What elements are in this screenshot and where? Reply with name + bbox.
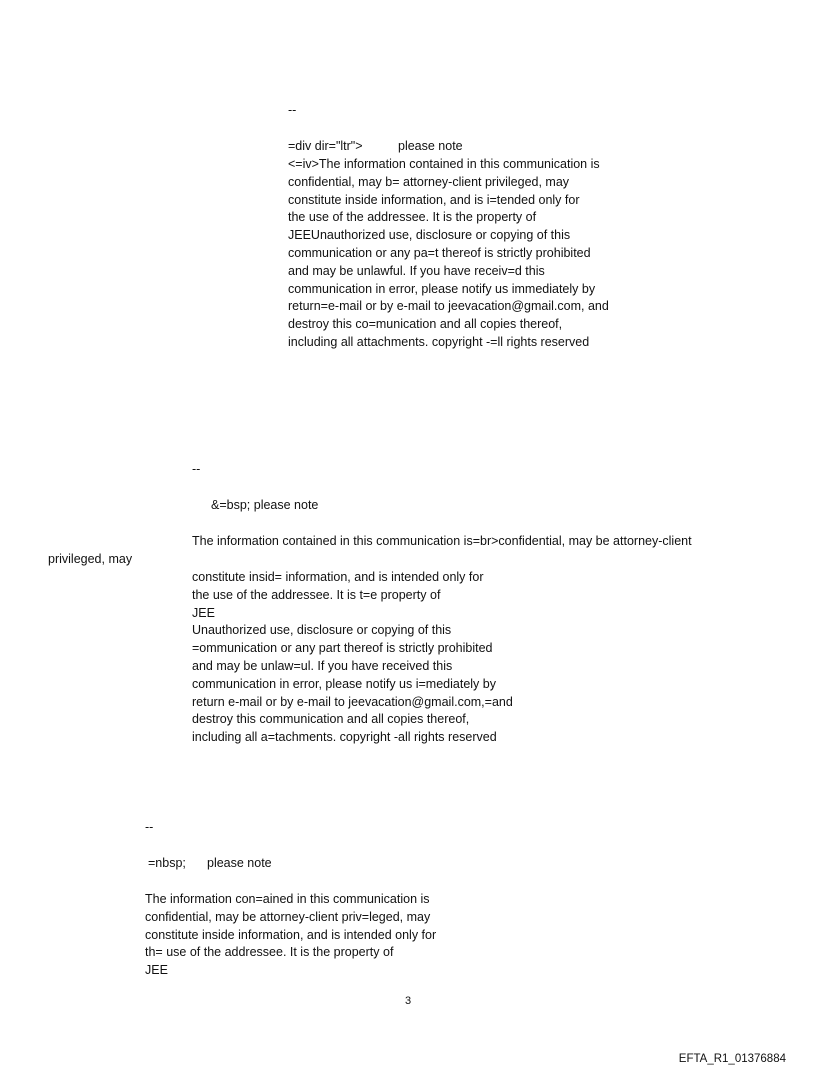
section-2-wrapped-line: privileged, may	[48, 552, 133, 566]
section-2-header: &=bsp; please note	[211, 498, 319, 512]
section-3-line: JEE	[145, 963, 168, 978]
section-2-line: constitute insid= information, and is intended only for	[192, 570, 484, 584]
section-2-line: =ommunication or any part thereof is strictly prohibited	[192, 641, 493, 656]
section-3-body	[145, 891, 436, 980]
section-1-body	[288, 156, 609, 352]
section-2-line: the use of the addressee. It is t=e property of	[192, 587, 441, 602]
section-1-line: communication or any pa=t thereof is strictly prohibited	[288, 245, 591, 260]
section-3-line: constitute inside information, and is intended only for	[145, 927, 437, 942]
document-id: EFTA_R1_01376884	[678, 1053, 786, 1065]
section-3-header-note: please note	[207, 856, 272, 870]
section-1-header-prefix: =div dir="ltr">	[288, 139, 363, 153]
section-2-line: communication in error, please notify us i=mediately by	[192, 676, 496, 691]
section-1-line: <=iv>The information contained in this communication is	[288, 157, 600, 171]
section-1-line: return=e-mail or by e-mail to jeevacation@gmail.com, and	[288, 299, 609, 314]
section-1-line: communication in error, please notify us immediately by	[288, 281, 596, 296]
section-1-line: destroy this co=munication and all copies thereof,	[288, 317, 563, 332]
section-1-header-note: please note	[398, 139, 463, 153]
section-3-line: confidential, may be attorney-client priv=leged, may	[145, 909, 431, 924]
section-1-separator: --	[288, 103, 297, 117]
section-1-line: JEEUnauthorized use, disclosure or copying of this	[288, 228, 571, 243]
section-2-line: return e-mail or by e-mail to jeevacation@gmail.com,=and	[192, 694, 513, 709]
section-1-line: confidential, may b= attorney-client privileged, may	[288, 174, 570, 189]
section-2-body	[192, 569, 513, 747]
section-2-first-line: The information contained in this communication is=br>confidential, may be attorney-client	[192, 534, 692, 548]
section-1-line: the use of the addressee. It is the property of	[288, 210, 537, 225]
section-2-line: Unauthorized use, disclosure or copying of this	[192, 623, 452, 638]
section-2-line: including all a=tachments. copyright -all rights reserved	[192, 730, 497, 745]
section-2-line: JEE	[192, 605, 215, 620]
section-3-separator: --	[145, 820, 154, 834]
section-3-line: th= use of the addressee. It is the property of	[145, 945, 394, 960]
section-1-line: constitute inside information, and is i=tended only for	[288, 192, 580, 207]
section-1-line: and may be unlawful. If you have receiv=d this	[288, 263, 545, 278]
section-1-line: including all attachments. copyright -=ll rights reserved	[288, 334, 590, 349]
section-3-line: The information con=ained in this communication is	[145, 892, 430, 906]
section-2-line: destroy this communication and all copies thereof,	[192, 712, 470, 727]
section-2-separator: --	[192, 462, 201, 476]
section-3-header-prefix: =nbsp;	[148, 856, 186, 870]
section-2-line: and may be unlaw=ul. If you have received this	[192, 658, 453, 673]
page-number: 3	[404, 995, 412, 1007]
